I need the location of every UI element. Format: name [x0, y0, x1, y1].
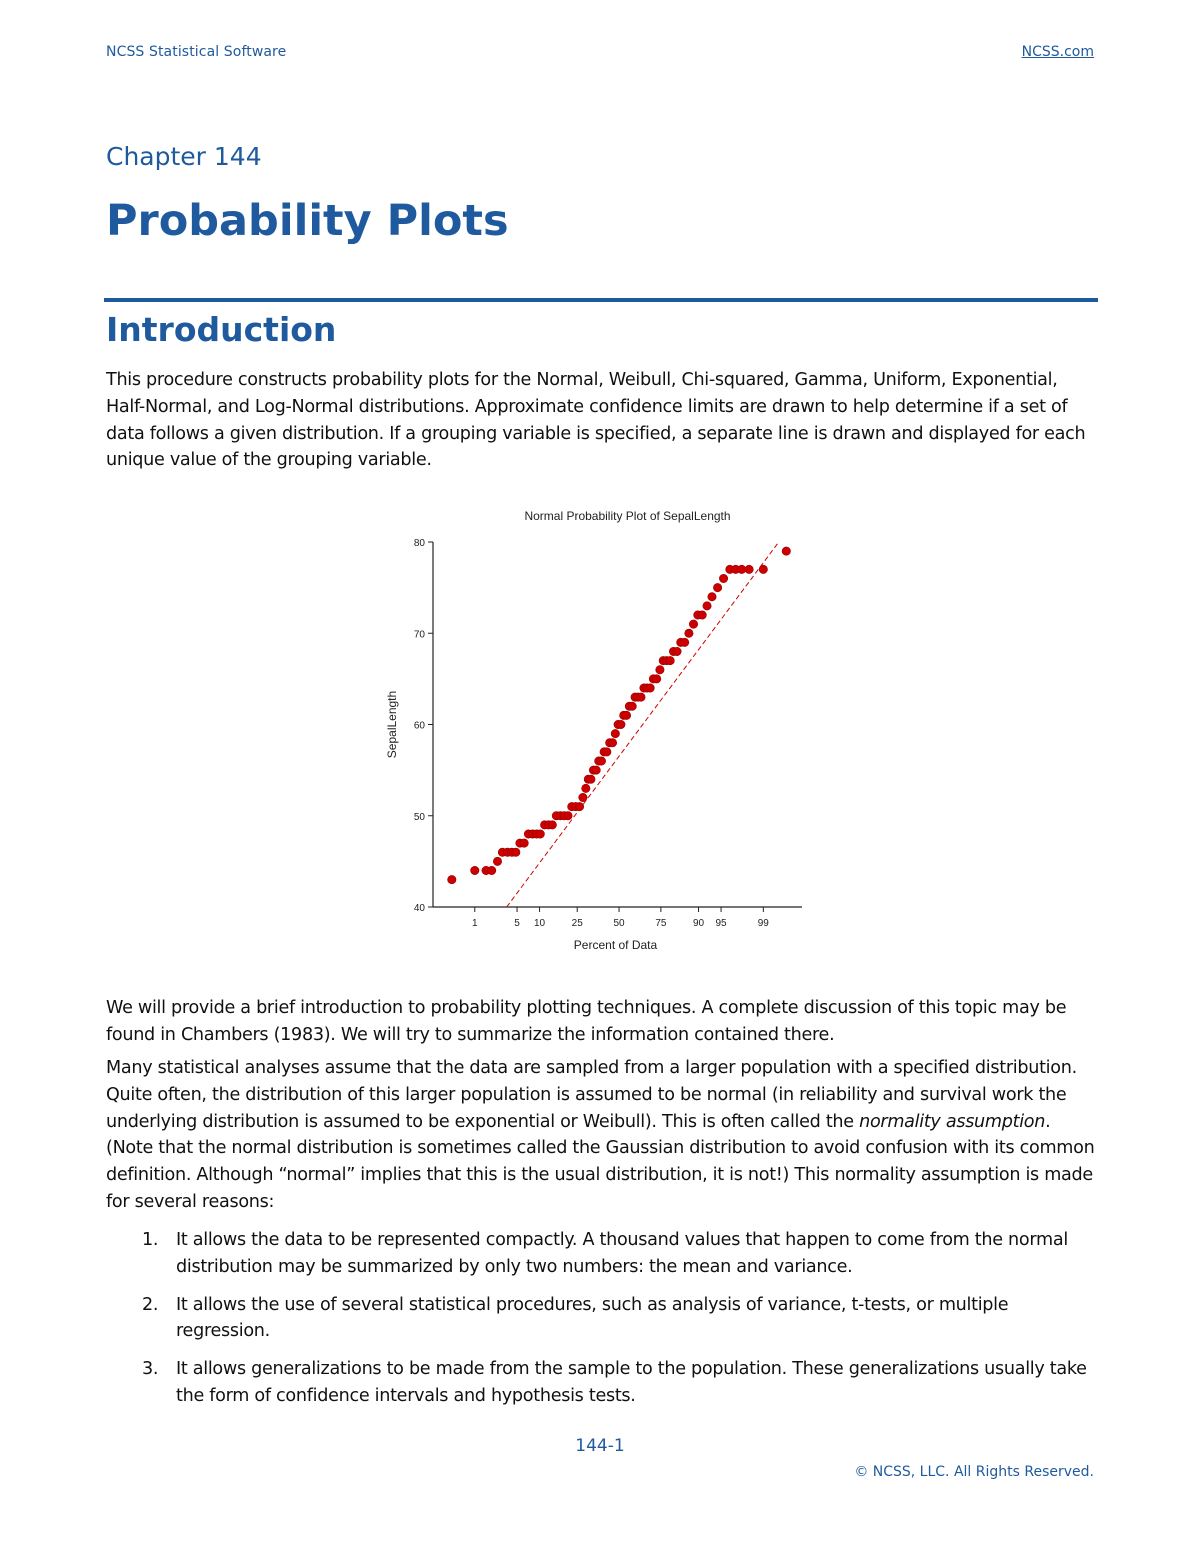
data-point — [487, 866, 495, 874]
header-site-link[interactable]: NCSS.com — [1021, 44, 1094, 60]
data-point — [617, 720, 625, 728]
data-point — [587, 775, 595, 783]
y-tick-label: 60 — [413, 720, 425, 732]
reasons-list — [106, 1227, 1096, 1421]
data-point — [575, 802, 583, 810]
data-point — [536, 830, 544, 838]
y-tick-label: 80 — [413, 538, 425, 549]
paragraph-normality — [106, 1055, 1096, 1216]
data-point — [512, 848, 520, 856]
data-point — [611, 729, 619, 737]
y-axis-label: SepalLength — [385, 690, 399, 759]
data-point — [782, 547, 790, 555]
data-point — [582, 784, 590, 792]
x-tick-label: 75 — [655, 918, 667, 929]
data-point — [689, 620, 697, 628]
data-point — [708, 593, 716, 601]
page-number: 144-1 — [575, 1436, 625, 1456]
data-point — [703, 602, 711, 610]
paragraph-normality-after: . (Note that the normal distribution is sometimes called the Gaussian distribution to avoid confusion with its common definition. Although “normal” implies that this is the usual distribution, it is not!) This normality assumption is made for several reasons: — [106, 1111, 1095, 1212]
header-left-text: NCSS Statistical Software — [106, 44, 287, 60]
list-item-number: 2. — [142, 1294, 159, 1315]
y-tick-label: 50 — [413, 811, 425, 823]
data-point — [673, 647, 681, 655]
section-heading: Introduction — [106, 310, 337, 349]
data-point — [448, 875, 456, 883]
data-point — [685, 629, 693, 637]
x-axis-label: Percent of Data — [573, 938, 658, 952]
x-tick-label: 50 — [613, 918, 625, 929]
data-point — [745, 565, 753, 573]
data-point — [471, 866, 479, 874]
data-point — [564, 812, 572, 820]
data-point — [597, 757, 605, 765]
x-tick-label: 10 — [534, 918, 546, 929]
data-point — [603, 748, 611, 756]
data-point — [493, 857, 501, 865]
chart-title: Normal Probability Plot of SepalLength — [524, 509, 731, 523]
x-tick-label: 90 — [692, 918, 705, 929]
list-item-number: 3. — [142, 1359, 159, 1380]
list-item — [106, 1227, 1096, 1281]
x-tick-label: 25 — [571, 918, 583, 929]
list-item — [106, 1356, 1096, 1410]
intro-paragraph: This procedure constructs probability plots for the Normal, Weibull, Chi-squared, Gamma, Uniform, Exponential, Half-Normal, and Log-Normal distributions. Approximate confidence limits are drawn to help determine if a set of data follows a given distribution. If a grouping variable is specified, a separate line is drawn and displayed for each unique value of the grouping variable. — [106, 370, 1086, 471]
data-point — [759, 565, 767, 573]
normality-assumption-term: normality assumption — [859, 1111, 1046, 1132]
data-point — [548, 821, 556, 829]
probability-plot-chart — [370, 500, 810, 960]
data-point — [592, 766, 600, 774]
data-point — [628, 702, 636, 710]
data-point — [713, 583, 721, 591]
x-tick-label: 99 — [757, 918, 769, 929]
data-point — [666, 656, 674, 664]
y-tick-label: 40 — [413, 903, 425, 914]
data-point — [698, 611, 706, 619]
data-point — [646, 684, 654, 692]
reference-line — [507, 542, 779, 907]
data-point — [622, 711, 630, 719]
data-point — [579, 793, 587, 801]
data-point — [719, 574, 727, 582]
list-item-text: It allows the use of several statistical procedures, such as analysis of variance, t-tests, or multiple regression. — [176, 1294, 1009, 1342]
list-item-text: It allows the data to be represented compactly. A thousand values that happen to come from the normal distribution may be summarized by only two numbers: the mean and variance. — [176, 1230, 1068, 1277]
list-item-number: 1. — [142, 1230, 159, 1250]
data-point — [520, 839, 528, 847]
paragraph-brief-intro: We will provide a brief introduction to probability plotting techniques. A complete discussion of this topic may be found in Chambers (1983). We will try to summarize the information contained there. — [106, 998, 1067, 1045]
data-point — [637, 693, 645, 701]
chapter-number: Chapter 144 — [106, 142, 262, 171]
page-title: Probability Plots — [106, 196, 509, 246]
data-point — [656, 666, 664, 674]
x-tick-label: 1 — [471, 918, 478, 929]
paragraph-normality-before: Many statistical analyses assume that the data are sampled from a larger population with a specified distribution. Quite often, the distribution of this larger population is assumed to be normal (in reliability and survival work the underlying distribution is assumed to be exponential or Weibull). This is often called the — [106, 1058, 1077, 1132]
copyright-notice: © NCSS, LLC. All Rights Reserved. — [854, 1464, 1094, 1480]
y-tick-label: 70 — [413, 629, 425, 641]
list-item-text: It allows generalizations to be made from the sample to the population. These generalizations usually take the form of confidence intervals and hypothesis tests. — [176, 1359, 1087, 1406]
data-point — [608, 739, 616, 747]
title-divider — [104, 298, 1098, 302]
x-tick-label: 5 — [514, 918, 520, 929]
data-point — [652, 675, 660, 683]
x-tick-label: 95 — [715, 918, 727, 929]
list-item — [106, 1292, 1096, 1346]
data-point — [680, 638, 688, 646]
